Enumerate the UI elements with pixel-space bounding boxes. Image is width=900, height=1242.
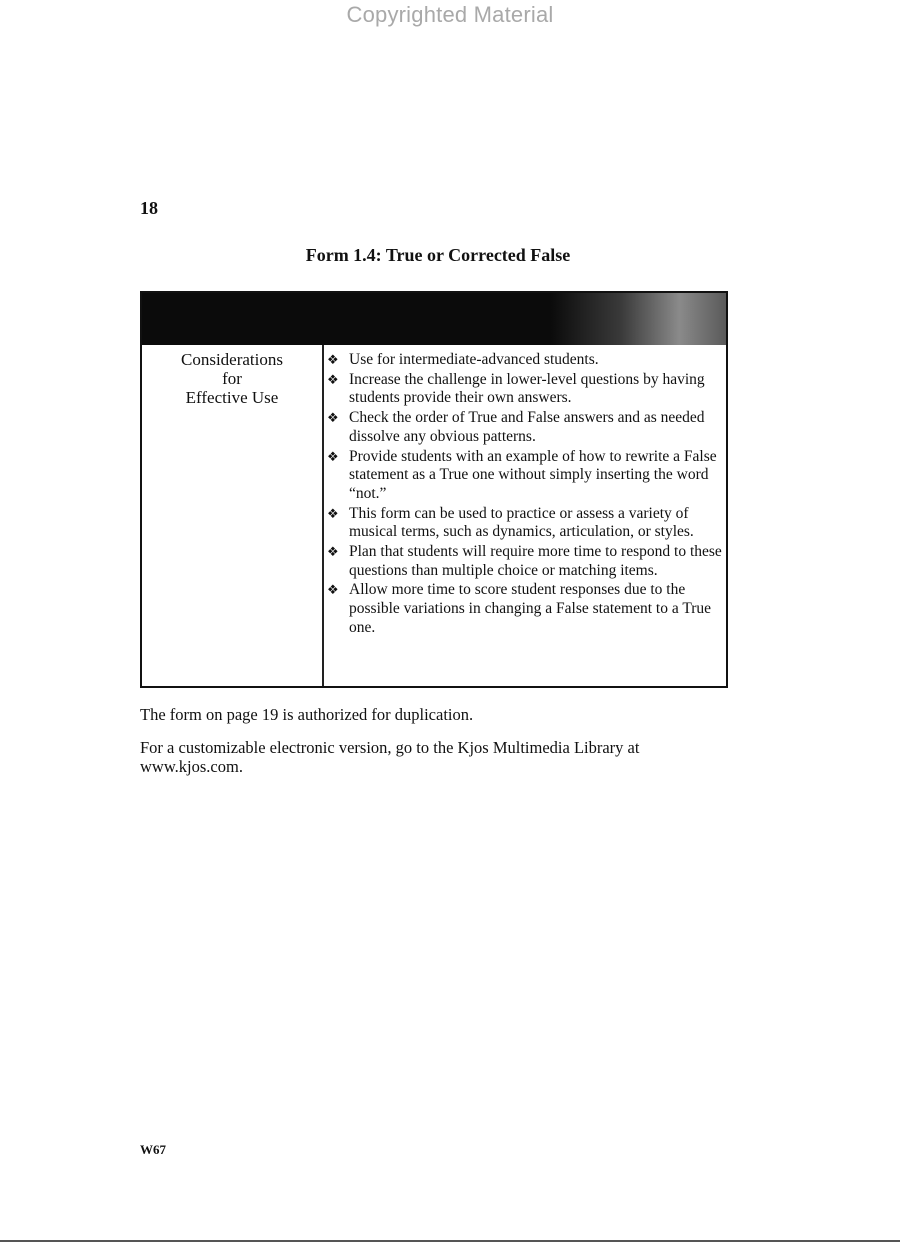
considerations-list xyxy=(327,351,722,639)
considerations-table xyxy=(140,291,728,688)
diamond-bullet-icon: ❖ xyxy=(327,582,339,598)
list-item-text: Check the order of True and False answers and as needed dissolve any obvious patterns. xyxy=(349,409,705,445)
duplication-note: The form on page 19 is authorized for duplication. xyxy=(140,705,474,724)
list-item xyxy=(327,543,722,580)
list-item-text: Provide students with an example of how to rewrite a False statement as a True one without simply inserting the word “not.” xyxy=(349,447,717,502)
diamond-bullet-icon: ❖ xyxy=(327,371,339,387)
diamond-bullet-icon: ❖ xyxy=(327,410,339,426)
label-line: Effective Use xyxy=(185,388,279,407)
label-line: for xyxy=(222,369,242,388)
electronic-version-note: For a customizable electronic version, go to the Kjos Multimedia Library at www.kjos.com. xyxy=(140,738,640,776)
diamond-bullet-icon: ❖ xyxy=(327,505,339,521)
form-title: Form 1.4: True or Corrected False xyxy=(305,245,571,265)
table-header-bar xyxy=(142,293,726,345)
list-item-text: Use for intermediate-advanced students. xyxy=(349,351,599,368)
list-item xyxy=(327,371,722,408)
list-item xyxy=(327,351,722,370)
list-item xyxy=(327,505,722,542)
list-item-text: Plan that students will require more time to respond to these questions than multiple choice or matching items. xyxy=(349,543,722,579)
list-item-text: Allow more time to score student responses due to the possible variations in changing a False statement to a True one. xyxy=(349,581,712,636)
list-item xyxy=(327,409,722,446)
diamond-bullet-icon: ❖ xyxy=(327,352,339,367)
copyright-watermark: Copyrighted Material xyxy=(346,2,554,27)
diamond-bullet-icon: ❖ xyxy=(327,448,339,464)
list-item xyxy=(327,581,722,637)
list-item-text: Increase the challenge in lower-level questions by having students provide their own answers. xyxy=(349,370,705,407)
list-item xyxy=(327,448,722,504)
list-item-text: This form can be used to practice or assess a variety of musical terms, such as dynamics, articulation, or styles. xyxy=(349,504,694,541)
diamond-bullet-icon: ❖ xyxy=(327,544,339,560)
page-number: 18 xyxy=(140,198,158,218)
column-divider xyxy=(322,345,324,686)
footer-code: W67 xyxy=(140,1142,166,1157)
label-line: Considerations xyxy=(181,350,283,369)
considerations-label xyxy=(142,350,322,407)
